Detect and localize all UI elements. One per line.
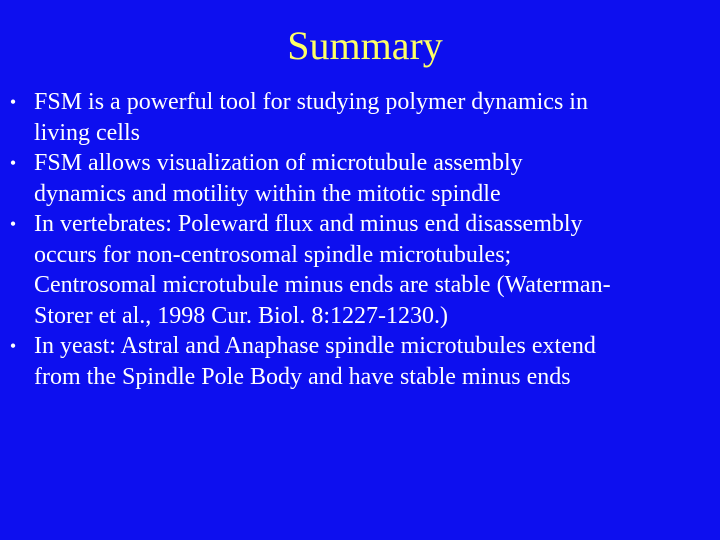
bullet-line: In vertebrates: Poleward flux and minus end disassembly	[34, 211, 583, 237]
bullet-line: living cells	[34, 119, 140, 146]
bullet-text	[34, 148, 706, 209]
bullet-text	[34, 87, 706, 148]
bullet-line: occurs for non-centrosomal spindle microtubules;	[34, 241, 512, 268]
bullet-item	[0, 331, 720, 392]
bullet-item	[0, 87, 720, 148]
bullet-line: Centrosomal microtubule minus ends are stable (Waterman-	[34, 272, 611, 298]
bullet-line: Storer et al., 1998 Cur. Biol. 8:1227-1230.)	[34, 302, 448, 329]
bullet-item	[0, 148, 720, 209]
bullet-item	[0, 209, 720, 331]
bullet-line: FSM allows visualization of microtubule assembly	[34, 150, 523, 176]
bullet-icon: •	[9, 153, 17, 173]
slide-title: Summary	[287, 23, 443, 68]
bullet-text	[34, 209, 706, 331]
bullet-text	[34, 331, 706, 392]
bullet-list	[0, 87, 720, 392]
bullet-line: FSM is a powerful tool for studying polymer dynamics in	[34, 89, 588, 115]
bullet-line: In yeast: Astral and Anaphase spindle microtubules extend	[34, 333, 596, 359]
bullet-line: dynamics and motility within the mitotic spindle	[34, 180, 501, 207]
bullet-icon: •	[9, 214, 17, 234]
bullet-line: from the Spindle Pole Body and have stable minus ends	[34, 363, 571, 390]
bullet-icon: •	[9, 92, 17, 112]
bullet-icon: •	[9, 336, 17, 356]
